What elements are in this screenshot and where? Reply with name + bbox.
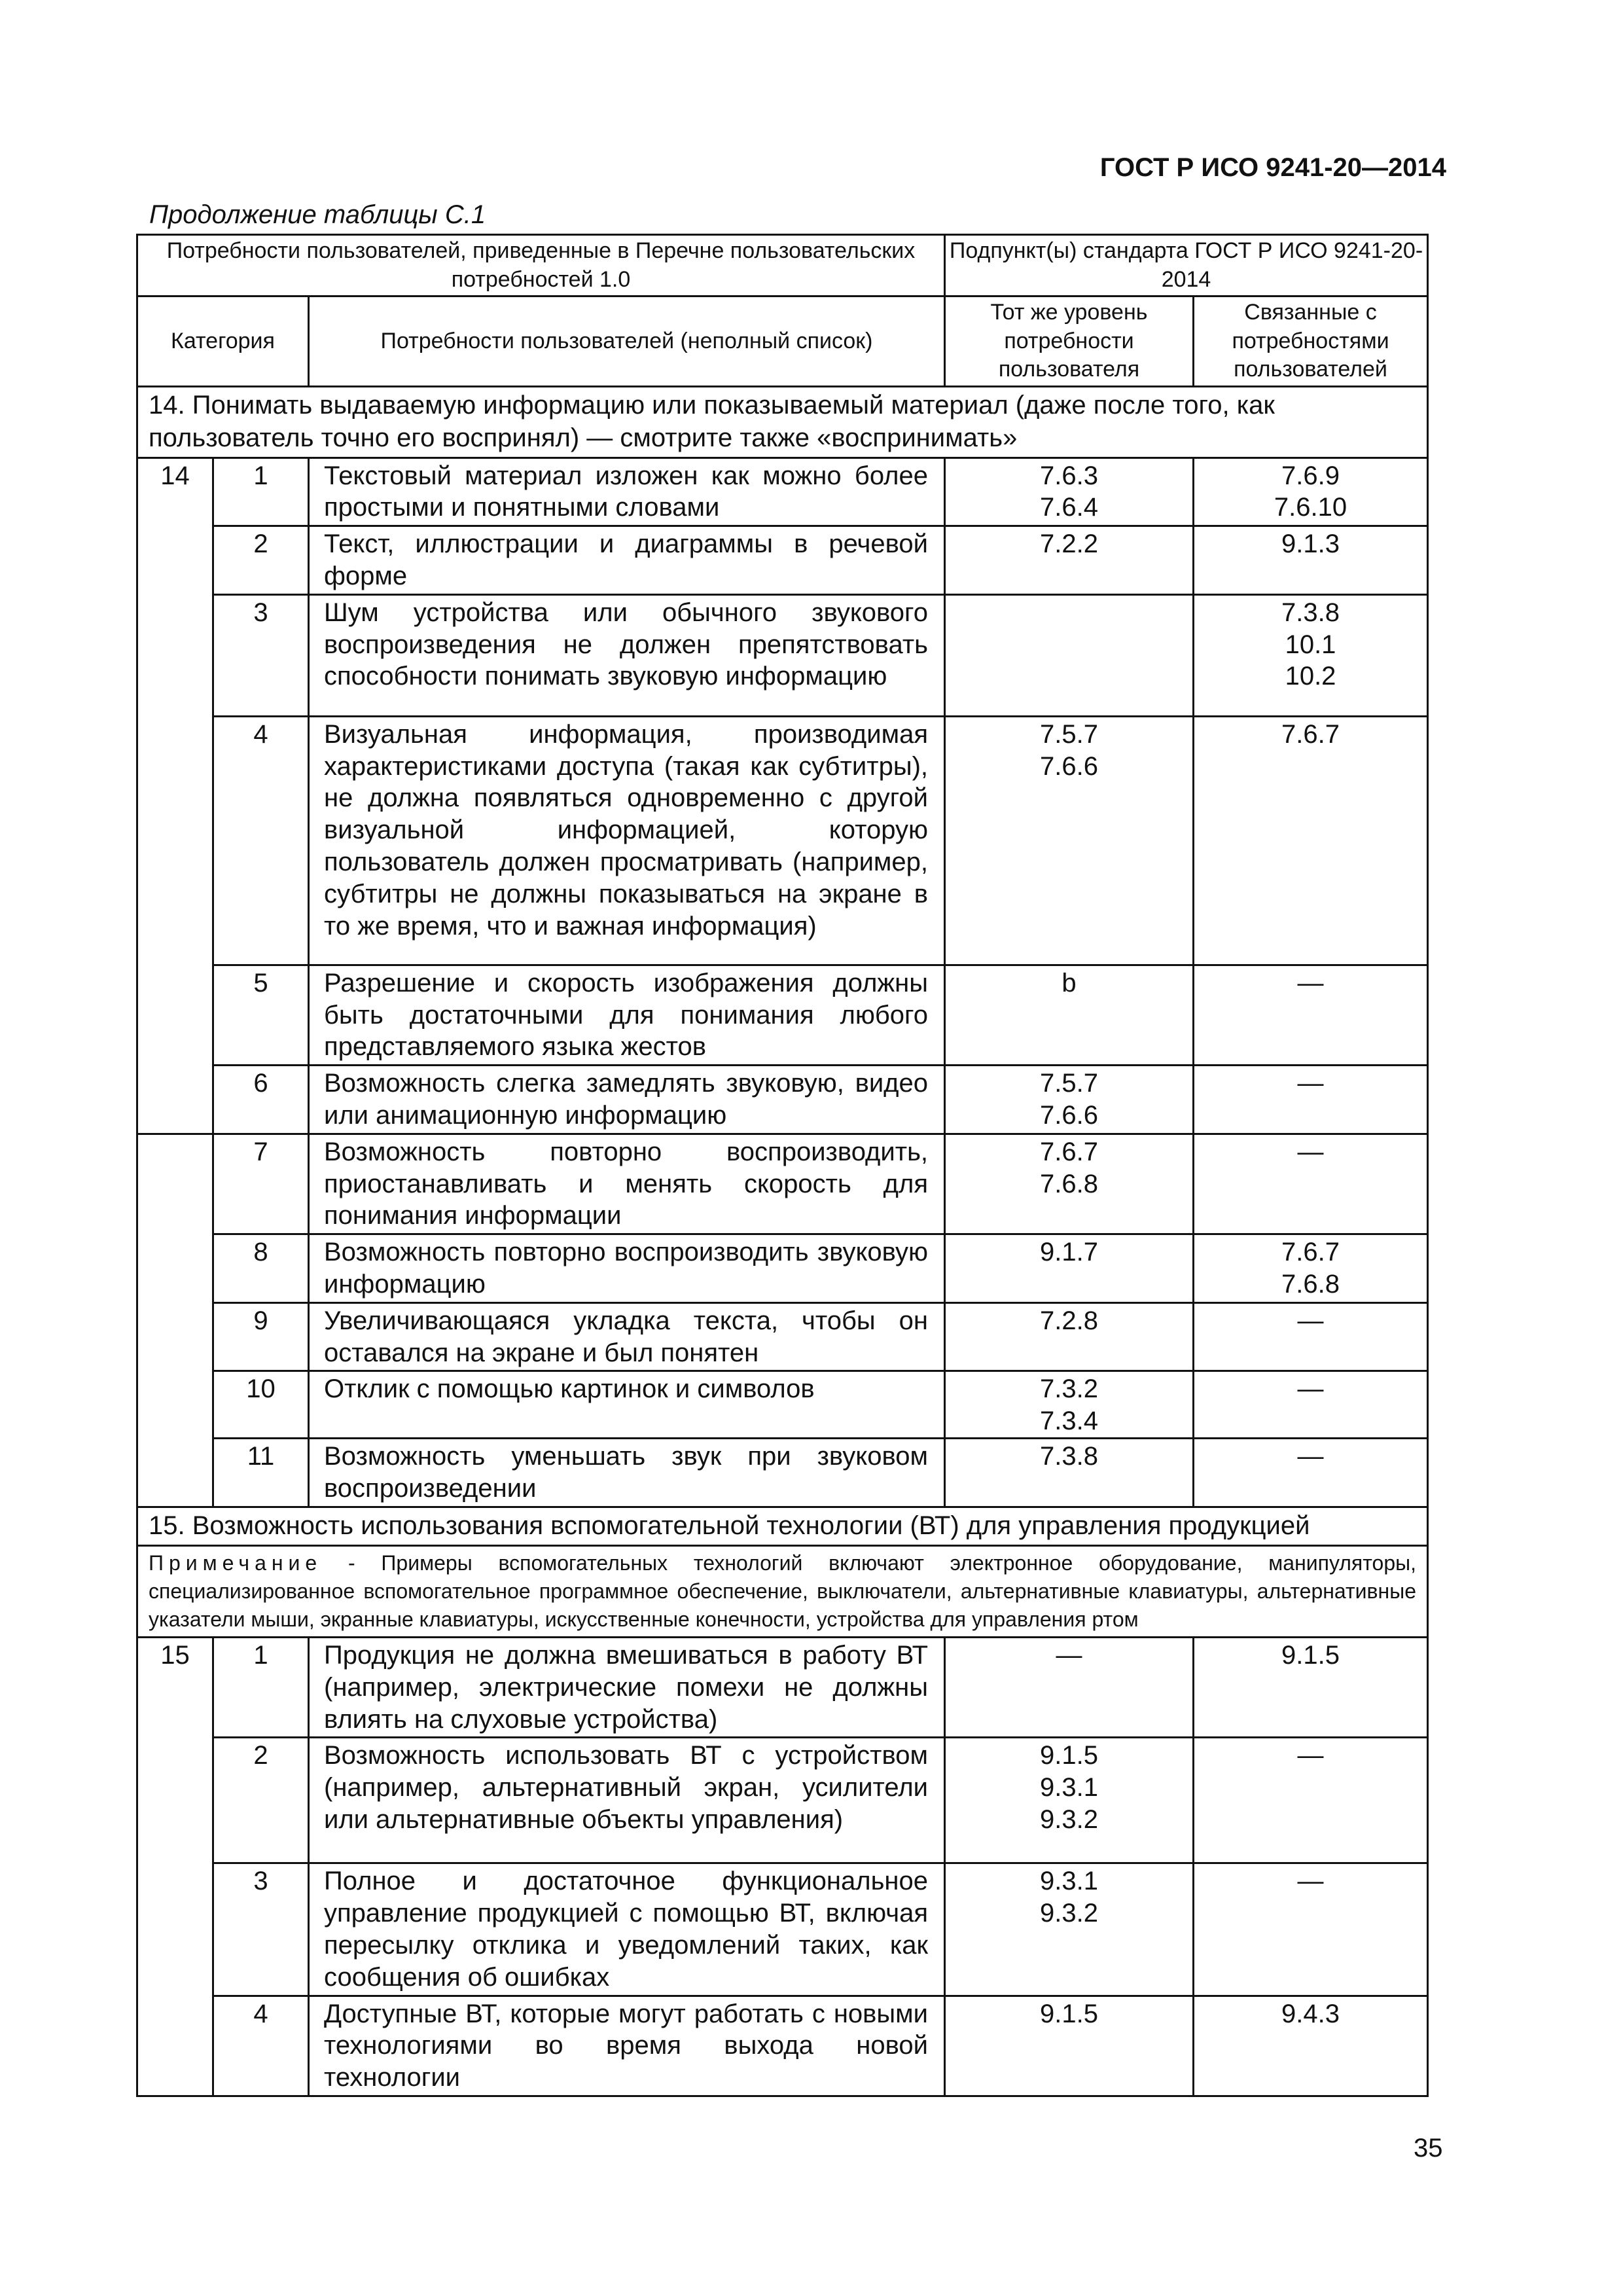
header-category: Категория — [137, 296, 309, 387]
related-cell — [1194, 965, 1428, 1065]
table-row — [137, 1066, 1428, 1134]
same-level-cell — [945, 594, 1194, 716]
header-needs: Потребности пользователей (неполный список) — [309, 296, 945, 387]
same-level-cell — [945, 1302, 1194, 1371]
need-number: 2 — [213, 526, 309, 595]
category-cell-continued — [137, 1134, 213, 1507]
table-row — [137, 1996, 1428, 2096]
table-caption: Продолжение таблицы С.1 — [149, 200, 486, 229]
table-row — [137, 457, 1428, 526]
related-cell-value: 7.6.7 — [1281, 719, 1340, 749]
related-cell-value: 7.6.10 — [1274, 493, 1347, 522]
same-level-cell-value: 7.2.8 — [1040, 1306, 1098, 1335]
same-level-cell — [945, 965, 1194, 1065]
related-cell-value: — — [1297, 1867, 1324, 1896]
same-level-cell — [945, 526, 1194, 595]
table-row — [137, 965, 1428, 1065]
related-cell — [1194, 594, 1428, 716]
need-number: 1 — [213, 457, 309, 526]
same-level-cell-value: 7.6.6 — [1040, 1100, 1098, 1130]
related-cell — [1194, 1234, 1428, 1303]
same-level-cell-value: 9.1.7 — [1040, 1238, 1098, 1267]
same-level-cell-value: b — [1061, 968, 1077, 997]
same-level-cell-value: 7.6.7 — [1040, 1137, 1098, 1166]
need-number: 9 — [213, 1302, 309, 1371]
document-code: ГОСТ Р ИСО 9241-20—2014 — [1099, 153, 1446, 182]
related-cell — [1194, 1066, 1428, 1134]
same-level-cell-value: 7.6.8 — [1040, 1169, 1098, 1198]
related-cell-value: 7.3.8 — [1281, 598, 1340, 627]
table-row — [137, 1234, 1428, 1303]
need-text: Текст, иллюстрации и диаграммы в речевой форме — [309, 526, 945, 595]
related-cell — [1194, 1863, 1428, 1996]
related-cell-value: — — [1297, 968, 1324, 997]
same-level-cell-value: 9.3.1 — [1040, 1773, 1098, 1803]
same-level-cell — [945, 1996, 1194, 2096]
table-row — [137, 594, 1428, 716]
need-text: Отклик с помощью картинок и символов — [309, 1371, 945, 1439]
need-number: 4 — [213, 1996, 309, 2096]
related-cell-value: — — [1297, 1441, 1324, 1471]
category-cell: 14 — [137, 457, 213, 1134]
header-group-row — [137, 235, 1428, 296]
same-level-cell-value: 7.6.4 — [1040, 493, 1098, 522]
related-cell-value: — — [1297, 1306, 1324, 1335]
related-cell-value: 10.1 — [1285, 630, 1336, 659]
section-15-title: 15. Возможность использования вспомогательной технологии (ВТ) для управления продукцией — [137, 1507, 1428, 1545]
related-cell — [1194, 526, 1428, 595]
need-number: 6 — [213, 1066, 309, 1134]
same-level-cell-value: 9.3.1 — [1040, 1867, 1098, 1896]
header-same-level: Тот же уровень потребности пользователя — [945, 296, 1194, 387]
need-number: 2 — [213, 1738, 309, 1863]
table-row — [137, 1134, 1428, 1234]
related-cell-value: 9.4.3 — [1281, 1999, 1340, 2028]
same-level-cell — [945, 457, 1194, 526]
related-cell-value: 7.6.9 — [1281, 461, 1340, 490]
need-text: Возможность повторно воспроизводить, приостанавливать и менять скорость для понимания информации — [309, 1134, 945, 1234]
same-level-cell-value: 9.3.2 — [1040, 1899, 1098, 1928]
related-cell-value: — — [1297, 1741, 1324, 1770]
section-15-title-row — [137, 1507, 1428, 1545]
need-text: Текстовый материал изложен как можно более простыми и понятными словами — [309, 457, 945, 526]
need-number: 3 — [213, 1863, 309, 1996]
same-level-cell-value: 9.1.5 — [1040, 1741, 1098, 1770]
same-level-cell-value: 7.3.8 — [1040, 1441, 1098, 1471]
need-text: Полное и достаточное функциональное управление продукцией с помощью ВТ, включая пересылку отклика и уведомлений таких, как сообщения об ошибках — [309, 1863, 945, 1996]
same-level-cell-value: 9.1.5 — [1040, 1999, 1098, 2028]
need-number: 11 — [213, 1438, 309, 1507]
need-text: Возможность повторно воспроизводить звуковую информацию — [309, 1234, 945, 1303]
same-level-cell-value: 7.2.2 — [1040, 529, 1098, 559]
same-level-cell — [945, 1371, 1194, 1439]
same-level-cell — [945, 1863, 1194, 1996]
related-cell — [1194, 1302, 1428, 1371]
same-level-cell-value: 7.5.7 — [1040, 719, 1098, 749]
related-cell — [1194, 1438, 1428, 1507]
related-cell — [1194, 716, 1428, 965]
section-15-note — [137, 1545, 1428, 1638]
need-text: Возможность уменьшать звук при звуковом воспроизведении — [309, 1438, 945, 1507]
note-label: Примечание — [149, 1551, 323, 1575]
same-level-cell — [945, 1134, 1194, 1234]
table-row — [137, 1738, 1428, 1863]
need-text: Возможность использовать ВТ с устройством (например, альтернативный экран, усилители или альтернативные объекты управления) — [309, 1738, 945, 1863]
table-row — [137, 1863, 1428, 1996]
same-level-cell — [945, 1438, 1194, 1507]
related-cell-value: 10.2 — [1285, 662, 1336, 691]
table-row — [137, 716, 1428, 965]
related-cell — [1194, 457, 1428, 526]
header-columns-row — [137, 296, 1428, 387]
needs-table — [136, 234, 1429, 2097]
related-cell — [1194, 1738, 1428, 1863]
header-related: Связанные с потребностями пользователей — [1194, 296, 1428, 387]
same-level-cell — [945, 1066, 1194, 1134]
related-cell-value: 7.6.8 — [1281, 1269, 1340, 1299]
related-cell-value: — — [1297, 1069, 1324, 1098]
category-cell: 15 — [137, 1638, 213, 2096]
need-text: Шум устройства или обычного звукового воспроизведения не должен препятствовать способности понимать звуковую информацию — [309, 594, 945, 716]
related-cell-value: 9.1.3 — [1281, 529, 1340, 559]
table-row — [137, 526, 1428, 595]
section-14-title: 14. Понимать выдаваемую информацию или показываемый материал (даже после того, как пользователь точно его воспринял) — смотрите также «воспринимать» — [137, 386, 1428, 457]
same-level-cell — [945, 1234, 1194, 1303]
related-cell — [1194, 1638, 1428, 1738]
same-level-cell — [945, 1638, 1194, 1738]
need-text: Доступные ВТ, которые могут работать с новыми технологиями во время выхода новой технологии — [309, 1996, 945, 2096]
table-row — [137, 1638, 1428, 1738]
need-number: 5 — [213, 965, 309, 1065]
need-text: Возможность слегка замедлять звуковую, видео или анимационную информацию — [309, 1066, 945, 1134]
related-cell-value: 7.6.7 — [1281, 1238, 1340, 1267]
need-number: 10 — [213, 1371, 309, 1439]
need-number: 1 — [213, 1638, 309, 1738]
related-cell — [1194, 1996, 1428, 2096]
need-text: Продукция не должна вмешиваться в работу ВТ (например, электрические помехи не должны влиять на слуховые устройства) — [309, 1638, 945, 1738]
related-cell — [1194, 1371, 1428, 1439]
header-group-left: Потребности пользователей, приведенные в Перечне пользовательских потребностей 1.0 — [137, 235, 945, 296]
related-cell-value: — — [1297, 1137, 1324, 1166]
related-cell-value: 9.1.5 — [1281, 1641, 1340, 1670]
same-level-cell-value: 9.3.2 — [1040, 1805, 1098, 1835]
same-level-cell-value: 7.6.6 — [1040, 751, 1098, 781]
same-level-cell-value: 7.3.4 — [1040, 1407, 1098, 1436]
table-row — [137, 1438, 1428, 1507]
related-cell-value: — — [1297, 1374, 1324, 1404]
same-level-cell-value: 7.6.3 — [1040, 461, 1098, 490]
need-number: 7 — [213, 1134, 309, 1234]
section-14-title-row — [137, 386, 1428, 457]
page-number: 35 — [1414, 2134, 1443, 2162]
table-row — [137, 1302, 1428, 1371]
same-level-cell — [945, 716, 1194, 965]
need-number: 3 — [213, 594, 309, 716]
need-text: Увеличивающаяся укладка текста, чтобы он оставался на экране и был понятен — [309, 1302, 945, 1371]
same-level-cell-value: 7.5.7 — [1040, 1069, 1098, 1098]
need-number: 8 — [213, 1234, 309, 1303]
note-text: - Примеры вспомогательных технологий включают электронное оборудование, манипуляторы, специализированное вспомогательное программное обеспечение, выключатели, альтернативные клавиатуры, альтернативные указатели мыши, экранные клавиатуры, искусственные конечности, устройства для управления ртом — [149, 1551, 1417, 1631]
same-level-cell-value: — — [1056, 1641, 1082, 1670]
need-text: Визуальная информация, производимая характеристиками доступа (такая как субтитры), не должна появляться одновременно с другой визуальной информацией, которую пользователь должен просматривать (например, субтитры не должны показываться на экране в то же время, что и важная информация) — [309, 716, 945, 965]
need-text: Разрешение и скорость изображения должны быть достаточными для понимания любого представляемого языка жестов — [309, 965, 945, 1065]
same-level-cell-value: 7.3.2 — [1040, 1374, 1098, 1404]
related-cell — [1194, 1134, 1428, 1234]
table-row — [137, 1371, 1428, 1439]
same-level-cell — [945, 1738, 1194, 1863]
header-group-right: Подпункт(ы) стандарта ГОСТ Р ИСО 9241-20-2014 — [945, 235, 1428, 296]
section-15-note-row — [137, 1545, 1428, 1638]
need-number: 4 — [213, 716, 309, 965]
